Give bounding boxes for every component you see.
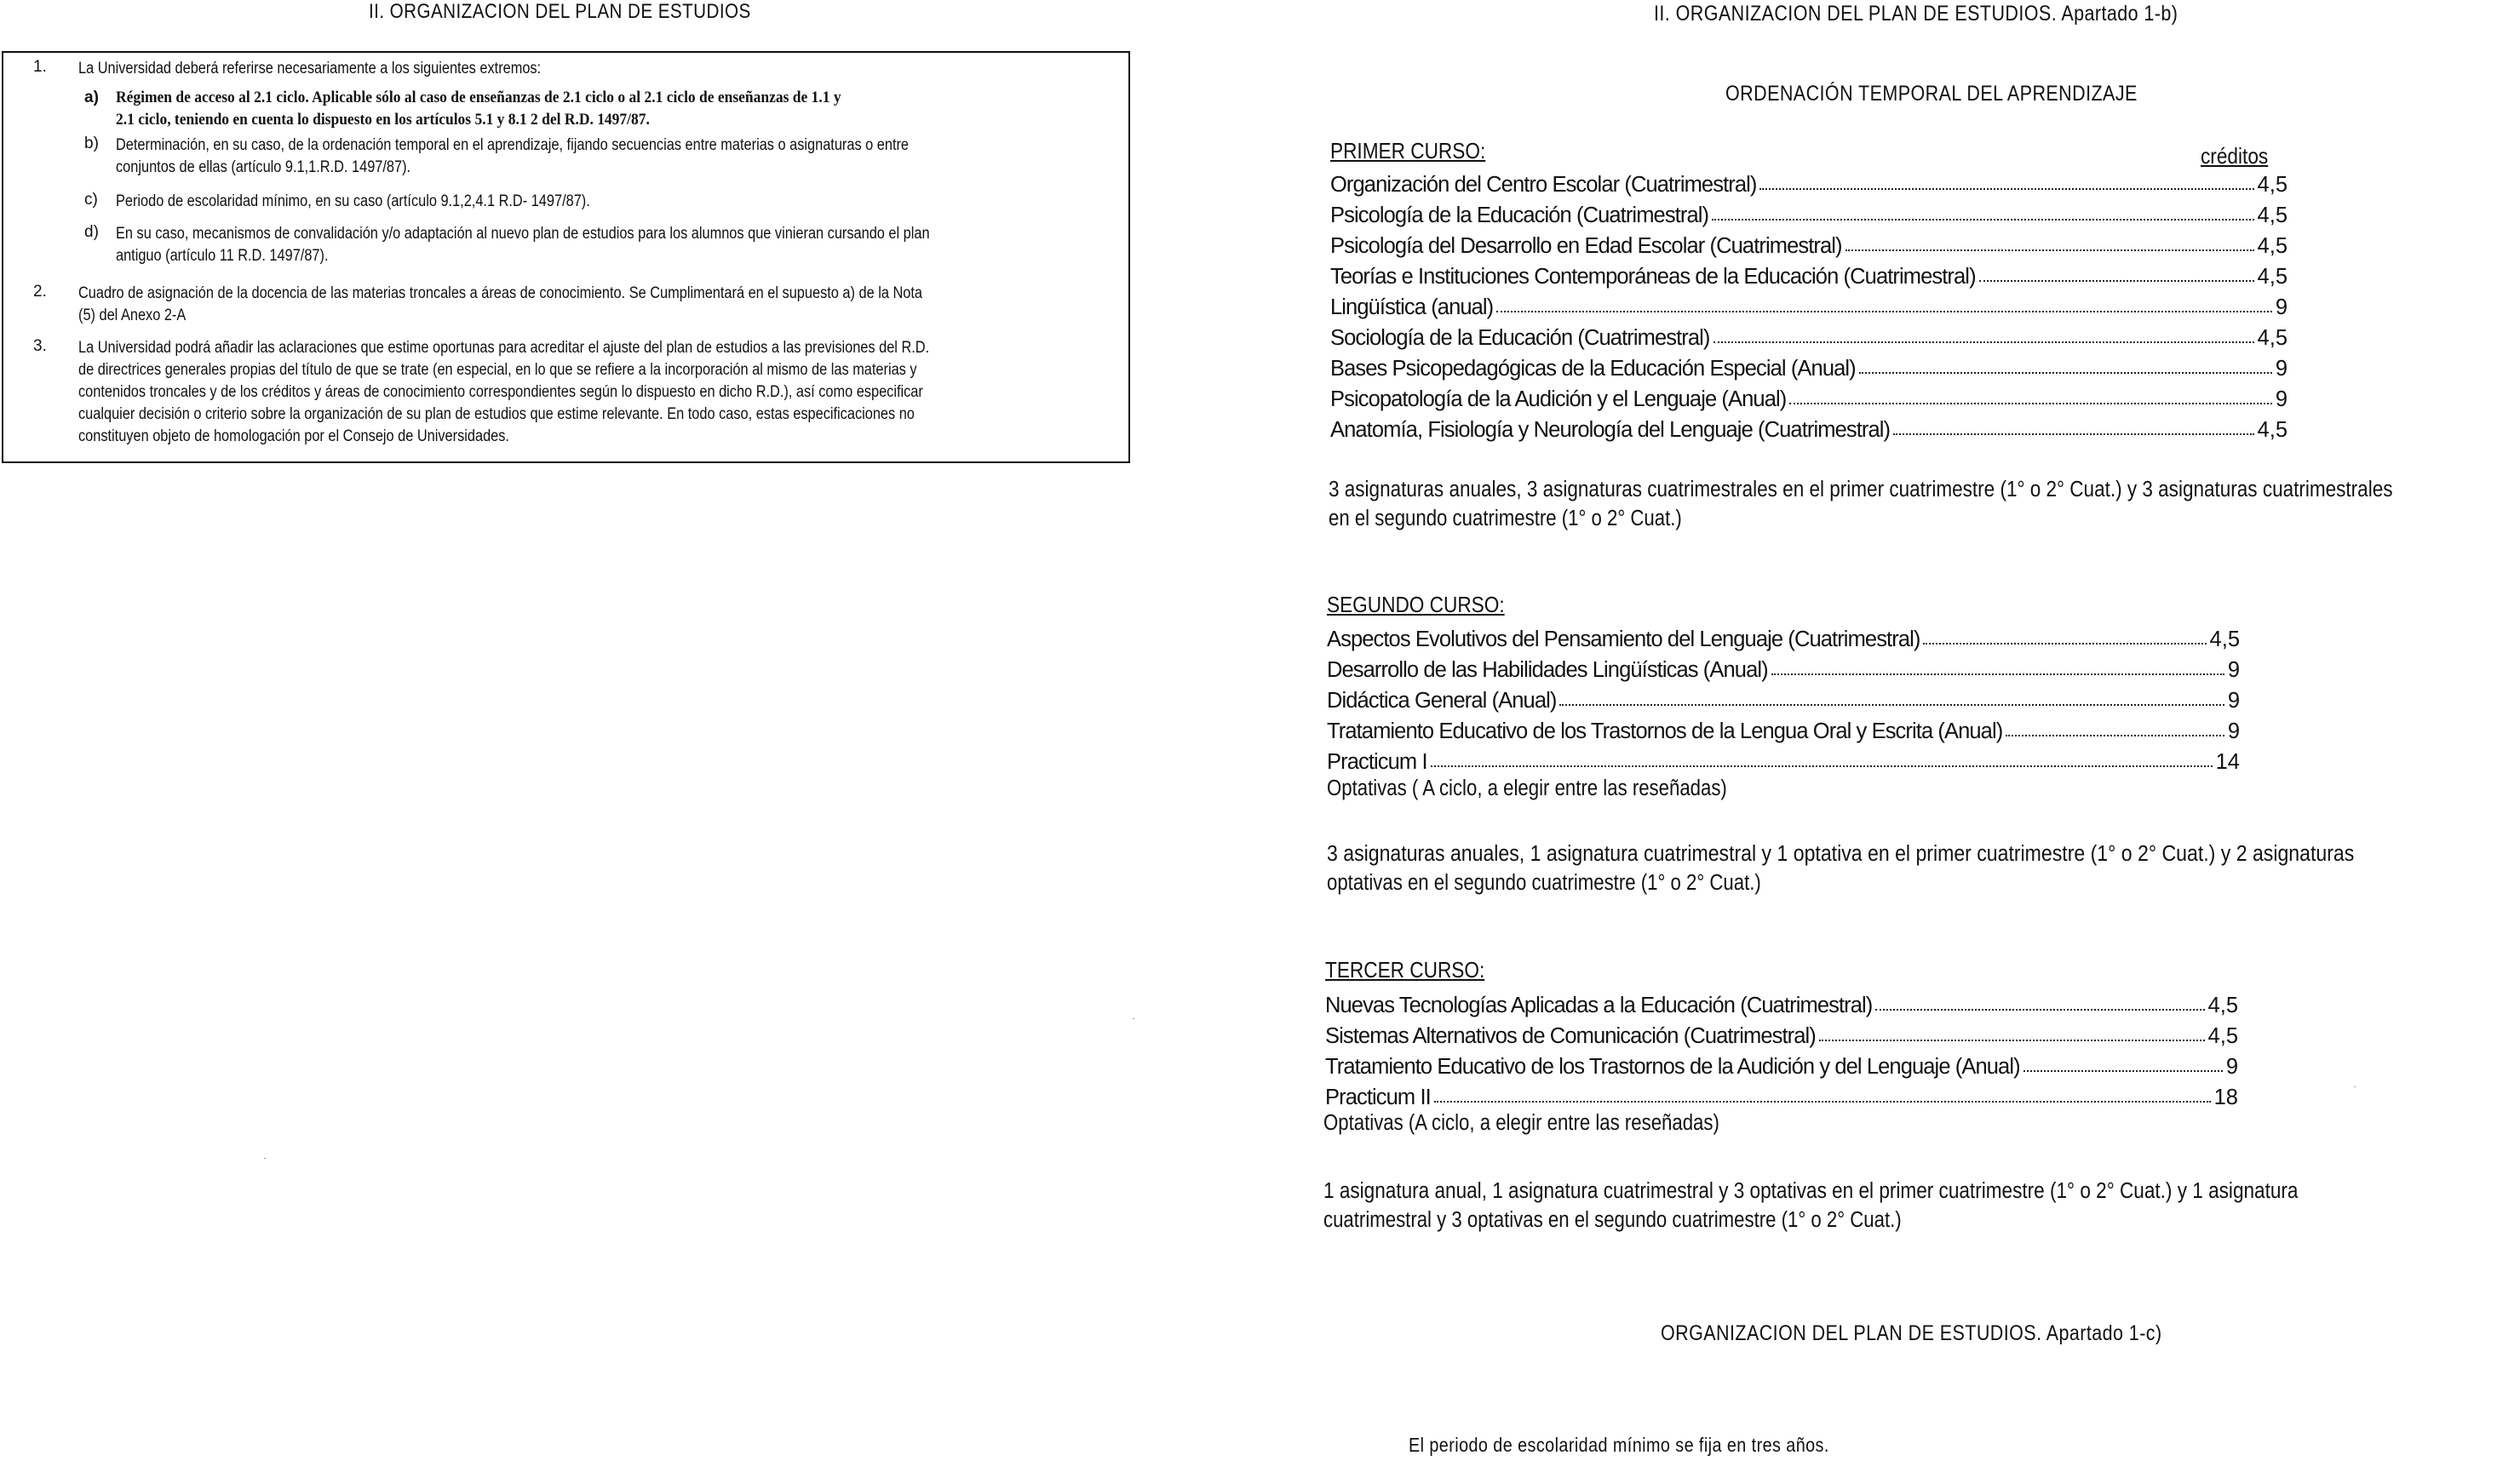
- primer-curso-entry-credits: 9: [2275, 295, 2288, 319]
- segundo-curso-entry-credits: 14: [2215, 750, 2240, 774]
- primer-note-line1: 3 asignaturas anuales, 3 asignaturas cuatrimestrales en el primer cuatrimestre (1° o 2° Cuat.) y 3 asignaturas cuatrimestrales: [1329, 478, 2393, 501]
- primer-curso-entry-credits: 9: [2275, 387, 2288, 411]
- primer-curso-entry-credits: 4,5: [2257, 173, 2288, 197]
- primer-curso-entry-dot-leader: [1712, 219, 2253, 221]
- tercer-curso-title: TERCER CURSO:: [1325, 957, 1485, 983]
- segundo-curso-entry: [1327, 622, 2240, 652]
- primer-note-line2: en el segundo cuatrimestre (1° o 2° Cuat.): [1329, 507, 1682, 530]
- segundo-curso-entry-name: Tratamiento Educativo de los Trastornos de la Lengua Oral y Escrita (Anual): [1327, 719, 2003, 743]
- segundo-note-line2: optativas en el segundo cuatrimestre (1° o 2° Cuat.): [1327, 871, 1761, 895]
- item-d-line1: En su caso, mecanismos de convalidación y/o adaptación al nuevo plan de estudios para los alumnos que vinieran cursando el plan: [116, 225, 930, 243]
- segundo-curso-entry-name: Didáctica General (Anual): [1327, 689, 1557, 713]
- segundo-curso-entry-name: Practicum I: [1327, 750, 1427, 774]
- item-a-letter: a): [84, 89, 99, 106]
- segundo-curso-title: SEGUNDO CURSO:: [1327, 592, 1505, 617]
- primer-curso-entry: [1330, 259, 2288, 289]
- item-number-1: 1.: [33, 58, 47, 76]
- primer-curso-entry-name: Psicología de la Educación (Cuatrimestral): [1330, 203, 1709, 227]
- tercer-curso-entry-dot-leader: [1434, 1101, 2211, 1103]
- tercer-curso-entry: [1325, 1018, 2238, 1049]
- primer-curso-entry-name: Lingüística (anual): [1330, 295, 1494, 319]
- item-1-text: La Universidad deberá referirse necesariamente a los siguientes extremos:: [78, 60, 542, 77]
- scan-speck: [2354, 1086, 2356, 1087]
- primer-curso-entry-name: Organización del Centro Escolar (Cuatrimestral): [1330, 173, 1757, 197]
- segundo-note-line1: 3 asignaturas anuales, 1 asignatura cuatrimestral y 1 optativa en el primer cuatrimestre (1° o 2° Cuat.) y 2 asignaturas: [1327, 842, 2355, 866]
- tercer-curso-note: [1323, 1177, 2448, 1235]
- primer-curso-entry: [1330, 289, 2288, 320]
- primer-curso-entry-name: Psicopatología de la Audición y el Lenguaje (Anual): [1330, 387, 1787, 411]
- tercer-curso-entry-name: Sistemas Alternativos de Comunicación (Cuatrimestral): [1325, 1024, 1816, 1048]
- primer-curso-entry: [1330, 381, 2288, 412]
- primer-curso-entry-credits: 9: [2275, 357, 2288, 381]
- left-page-header: II. ORGANIZACION DEL PLAN DE ESTUDIOS: [369, 0, 751, 23]
- primer-curso-entry-dot-leader: [1759, 188, 2253, 190]
- primer-curso-entry-name: Bases Psicopedagógicas de la Educación Especial (Anual): [1330, 357, 1856, 381]
- item-3-line5: constituyen objeto de homologación por el Consejo de Universidades.: [78, 427, 509, 445]
- segundo-curso-entry-name: Aspectos Evolutivos del Pensamiento del Lenguaje (Cuatrimestral): [1327, 627, 1920, 651]
- item-b-line1: Determinación, en su caso, de la ordenación temporal en el aprendizaje, fijando secuencias entre materias o asignaturas o entre: [116, 136, 910, 154]
- tercer-curso-entry: [1325, 1049, 2238, 1080]
- primer-curso-note: [1329, 475, 2517, 533]
- primer-curso-entry-dot-leader: [1893, 433, 2253, 435]
- primer-curso-entry: [1330, 228, 2288, 259]
- item-number-2: 2.: [33, 283, 47, 301]
- item-3-line2: de directrices generales propias del título de que se trate (en especial, en lo que se refiere a la incorporación al mismo de las materias y: [78, 361, 917, 379]
- primer-curso-entry-dot-leader: [1859, 372, 2272, 374]
- tercer-curso-entry: [1325, 988, 2238, 1018]
- item-number-3: 3.: [33, 337, 47, 355]
- segundo-curso-note: [1327, 839, 2519, 897]
- section-subheader: ORDENACIÓN TEMPORAL DEL APRENDIZAJE: [1725, 82, 2138, 106]
- tercer-curso-entry-credits: 4,5: [2207, 994, 2238, 1017]
- segundo-curso-entry-dot-leader: [2006, 735, 2224, 736]
- creditos-label: créditos: [2201, 143, 2269, 169]
- primer-curso-entry: [1330, 167, 2288, 198]
- primer-curso-entry: [1330, 351, 2288, 381]
- tercer-optativas: Optativas (A ciclo, a elegir entre las reseñadas): [1323, 1111, 1719, 1135]
- segundo-curso-entry-dot-leader: [1559, 704, 2224, 706]
- segundo-optativas: Optativas ( A ciclo, a elegir entre las reseñadas): [1327, 776, 1727, 800]
- primer-curso-entry-dot-leader: [1846, 249, 2254, 251]
- periodo-escolaridad-text: El periodo de escolaridad mínimo se fija en tres años.: [1409, 1434, 1829, 1456]
- segundo-curso-entry-dot-leader: [1923, 643, 2206, 645]
- scan-speck: [264, 1158, 266, 1159]
- item-3-line1: La Universidad podrá añadir las aclaraciones que estime oportunas para acreditar el ajuste del plan de estudios a las previsiones del R.D.: [78, 339, 930, 357]
- item-c-line1: Periodo de escolaridad mínimo, en su caso (artículo 9.1,2,4.1 R.D- 1497/87).: [116, 192, 590, 210]
- segundo-curso-entry: [1327, 744, 2240, 775]
- tercer-curso-entry-dot-leader: [2023, 1070, 2223, 1072]
- primer-curso-title: PRIMER CURSO:: [1330, 138, 1486, 163]
- primer-curso-entry-name: Sociología de la Educación (Cuatrimestral): [1330, 326, 1710, 350]
- primer-curso-entry-credits: 4,5: [2257, 418, 2288, 442]
- segundo-curso-entry: [1327, 652, 2240, 683]
- primer-curso-entry-dot-leader: [1979, 280, 2254, 282]
- tercer-curso-entry-credits: 18: [2213, 1086, 2238, 1109]
- item-a-line2: 2.1 ciclo, teniendo en cuenta lo dispuesto en los artículos 5.1 y 8.1 2 del R.D. 1497/87.: [116, 111, 650, 129]
- primer-curso-entry-credits: 4,5: [2257, 203, 2288, 227]
- segundo-curso-entry-name: Desarrollo de las Habilidades Lingüísticas (Anual): [1327, 658, 1768, 682]
- primer-curso-entry-credits: 4,5: [2257, 234, 2288, 258]
- item-3-line3: contenidos troncales y de los créditos y áreas de conocimiento correspondientes según lo dispuesto en dicho R.D.), así como especificar: [78, 383, 923, 401]
- primer-curso-entry-dot-leader: [1713, 341, 2254, 343]
- primer-curso-entry: [1330, 320, 2288, 351]
- primer-curso-entry-dot-leader: [1789, 403, 2271, 404]
- primer-curso-entry-name: Psicología del Desarrollo en Edad Escolar (Cuatrimestral): [1330, 234, 1842, 258]
- tercer-curso-entry-dot-leader: [1819, 1040, 2205, 1041]
- segundo-curso-entry-dot-leader: [1771, 673, 2224, 675]
- primer-curso-entry-credits: 4,5: [2257, 265, 2288, 289]
- tercer-curso-entry: [1325, 1080, 2238, 1110]
- item-2-line2: (5) del Anexo 2-A: [78, 307, 187, 324]
- item-d-letter: d): [84, 223, 99, 241]
- segundo-curso-entry-credits: 9: [2227, 719, 2240, 743]
- tercer-curso-entry-credits: 4,5: [2207, 1024, 2238, 1048]
- primer-curso-entry-name: Teorías e Instituciones Contemporáneas de la Educación (Cuatrimestral): [1330, 265, 1976, 289]
- item-b-line2: conjuntos de ellas (artículo 9.1,1.R.D. 1497/87).: [116, 158, 411, 176]
- segundo-curso-entry-dot-leader: [1431, 765, 2213, 767]
- item-3-line4: cualquier decisión o criterio sobre la organización de su plan de estudios que estime relevante. En todo caso, estas especificaciones no: [78, 405, 915, 423]
- tercer-curso-entry-name: Practicum II: [1325, 1086, 1431, 1109]
- primer-curso-entry: [1330, 198, 2288, 228]
- tercer-curso-entry-dot-leader: [1875, 1009, 2204, 1011]
- segundo-curso-entry-credits: 9: [2227, 689, 2240, 713]
- tercer-note-line2: cuatrimestral y 3 optativas en el segundo cuatrimestre (1° o 2° Cuat.): [1323, 1208, 1902, 1232]
- scan-speck: [1133, 1018, 1134, 1019]
- item-2-line1: Cuadro de asignación de la docencia de las materias troncales a áreas de conocimiento. Se Cumplimentará en el supuesto a) de la Nota: [78, 284, 922, 302]
- item-d-line2: antiguo (artículo 11 R.D. 1497/87).: [116, 247, 329, 265]
- tercer-curso-entry-name: Tratamiento Educativo de los Trastornos de la Audición y del Lenguaje (Anual): [1325, 1055, 2020, 1079]
- right-page-header: II. ORGANIZACION DEL PLAN DE ESTUDIOS. Apartado 1-b): [1654, 2, 2178, 26]
- primer-curso-entry-dot-leader: [1496, 311, 2272, 312]
- tercer-note-line1: 1 asignatura anual, 1 asignatura cuatrimestral y 3 optativas en el primer cuatrimestre (1° o 2° Cuat.) y 1 asignatura: [1323, 1179, 2299, 1203]
- segundo-curso-entry: [1327, 683, 2240, 713]
- tercer-curso-entry-name: Nuevas Tecnologías Aplicadas a la Educación (Cuatrimestral): [1325, 994, 1873, 1017]
- item-c-letter: c): [84, 191, 98, 209]
- item-a-line1: Régimen de acceso al 2.1 ciclo. Aplicable sólo al caso de enseñanzas de 2.1 ciclo o al 2.1 ciclo de enseñanzas de 1.1 y: [116, 89, 841, 106]
- segundo-curso-entry-credits: 4,5: [2209, 627, 2240, 651]
- segundo-curso-entry: [1327, 713, 2240, 744]
- item-b-letter: b): [84, 135, 99, 152]
- primer-curso-entry: [1330, 412, 2288, 443]
- tercer-curso-entry-credits: 9: [2225, 1055, 2238, 1079]
- instructions-box: [2, 51, 1130, 463]
- primer-curso-entry-name: Anatomía, Fisiología y Neurología del Lenguaje (Cuatrimestral): [1330, 418, 1891, 442]
- apartado-1c-header: ORGANIZACION DEL PLAN DE ESTUDIOS. Apartado 1-c): [1661, 1321, 2162, 1345]
- primer-curso-entry-credits: 4,5: [2257, 326, 2288, 350]
- segundo-curso-entry-credits: 9: [2227, 658, 2240, 682]
